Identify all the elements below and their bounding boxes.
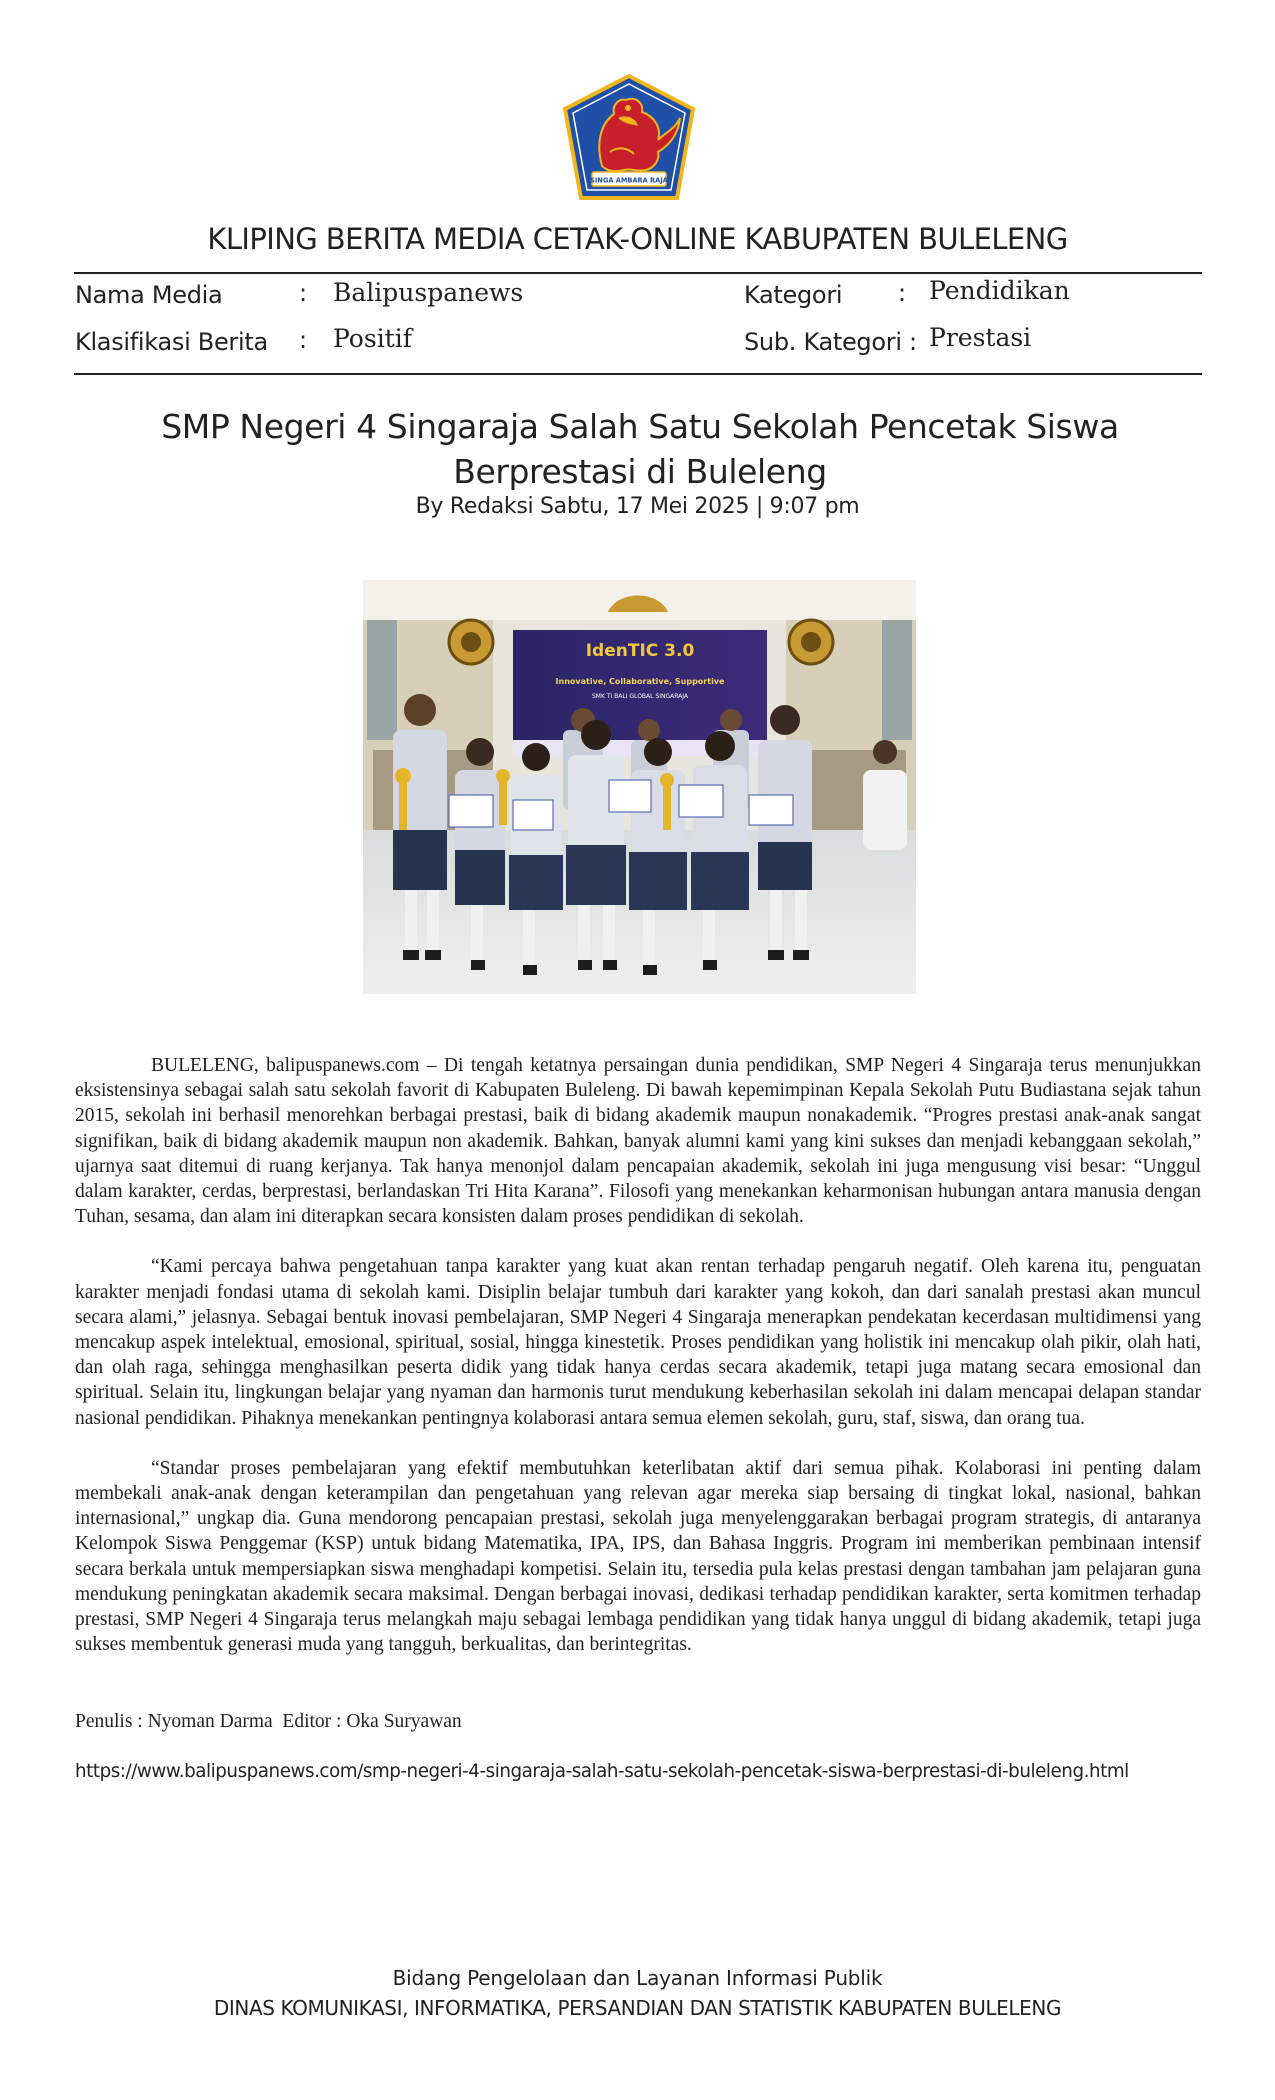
kategori-value: Pendidikan xyxy=(929,276,1070,305)
kliping-title: KLIPING BERITA MEDIA CETAK-ONLINE KABUPATEN BULELENG xyxy=(207,222,1068,256)
colon: : xyxy=(299,326,307,354)
colon: : xyxy=(299,279,307,307)
article-byline: By Redaksi Sabtu, 17 Mei 2025 | 9:07 pm xyxy=(415,494,860,519)
subkategori-label: Sub. Kategori : xyxy=(744,328,917,356)
article-credits: Penulis : Nyoman Darma Editor : Oka Suryawan xyxy=(75,1711,462,1732)
source-url: https://www.balipuspanews.com/smp-negeri-4-singaraja-salah-satu-sekolah-pencetak-siswa-berprestasi-di-buleleng.html xyxy=(75,1761,1129,1782)
paragraph: “Kami percaya bahwa pengetahuan tanpa karakter yang kuat akan rentan terhadap pengaruh negatif. Oleh karena itu, penguatan karakter menjadi fondasi utama di sekolah kami. Disiplin belajar tumbuh dari karakter yang kokoh, dan dari sanalah prestasi akan muncul secara alami,” jelasnya. Sebagai bentuk inovasi pembelajaran, SMP Negeri 4 Singaraja menerapkan pendekatan kecerdasan multidimensi yang mencakup aspek intelektual, emosional, spiritual, sosial, hingga kinestetik. Proses pendidikan yang holistik ini mencakup olah pikir, olah hati, dan olah raga, sehingga menghasilkan peserta didik yang tidak hanya cerdas secara akademik, tetapi juga matang secara emosional dan spiritual. Selain itu, lingkungan belajar yang nyaman dan harmonis turut mendukung keberhasilan sekolah ini dalam mencapai delapan standar nasional pendidikan. Pihaknya menekankan pentingnya kolaborasi antara semua elemen sekolah, guru, staf, siswa, dan orang tua. xyxy=(75,1256,1201,1429)
banner-org: SMK TI BALI GLOBAL SINGARAJA xyxy=(592,693,688,700)
footer-department: Bidang Pengelolaan dan Layanan Informasi Publik xyxy=(392,1966,883,1990)
paragraph: BULELENG, balipuspanews.com – Di tengah ketatnya persaingan dunia pendidikan, SMP Negeri 4 Singaraja terus menunjukkan eksistensinya sebagai salah satu sekolah favorit di Kabupaten Buleleng. Di bawah kepemimpinan Kepala Sekolah Putu Budiastana sejak tahun 2015, sekolah ini berhasil menorehkan berbagai prestasi, baik di bidang akademik maupun nonakademik. “Progres prestasi anak-anak sangat signifikan, baik di bidang akademik maupun non akademik. Bahkan, banyak alumni kami yang kini sukses dan menjadi kebanggaan sekolah,” ujarnya saat ditemui di ruang kerjanya. Tak hanya menonjol dalam pencapaian akademik, sekolah ini juga mengusung visi besar: “Unggul dalam karakter, cerdas, berprestasi, berlandaskan Tri Hita Karana”. Filosofi yang menekankan keharmonisan hubungan antara manusia dengan Tuhan, sesama, dan alam ini diterapkan secara konsisten dalam proses pendidikan di sekolah. xyxy=(75,1055,1201,1228)
article-photo xyxy=(363,580,916,994)
paragraph: “Standar proses pembelajaran yang efektif membutuhkan keterlibatan aktif dari semua pihak. Kolaborasi ini penting dalam membekali anak-anak dengan keterampilan dan pengetahuan yang relevan agar mereka siap bersaing di tingkat lokal, nasional, bahkan internasional,” ungkap dia. Guna mendorong pencapaian prestasi, sekolah juga menyelenggarakan berbagai program strategis, di antaranya Kelompok Siswa Penggemar (KSP) untuk bidang Matematika, IPA, IPS, dan Bahasa Inggris. Program ini memberikan pembinaan intensif secara berkala untuk mempersiapkan siswa menghadapi kompetisi. Selain itu, tersedia pula kelas prestasi dengan tambahan jam pelajaran guna mendukung peningkatan akademik secara maksimal. Dengan berbagai inovasi, dedikasi terhadap pendidikan karakter, serta komitmen terhadap prestasi, SMP Negeri 4 Singaraja terus melangkah maju sebagai lembaga pendidikan yang tidak hanya unggul di bidang akademik, tetapi juga sukses membentuk generasi muda yang tangguh, berkualitas, dan berintegritas. xyxy=(75,1457,1201,1656)
article-body xyxy=(75,1053,1201,1682)
subkategori-value: Prestasi xyxy=(929,323,1032,352)
article-title: SMP Negeri 4 Singaraja Salah Satu Sekolah Pencetak Siswa Berprestasi di Buleleng xyxy=(161,407,1119,491)
kategori-label: Kategori xyxy=(744,281,843,309)
klasifikasi-label: Klasifikasi Berita xyxy=(75,328,268,356)
banner-title: IdenTIC 3.0 xyxy=(585,641,695,661)
top-rule xyxy=(74,272,1202,274)
bottom-rule xyxy=(74,373,1202,375)
colon: : xyxy=(898,279,906,307)
media-label: Nama Media xyxy=(75,281,223,309)
buleleng-crest-icon xyxy=(562,74,696,200)
crest-motto: SINGA AMBARA RAJA xyxy=(590,176,668,185)
media-value: Balipuspanews xyxy=(333,278,524,307)
klasifikasi-value: Positif xyxy=(333,324,412,353)
footer-agency: DINAS KOMUNIKASI, INFORMATIKA, PERSANDIAN DAN STATISTIK KABUPATEN BULELENG xyxy=(213,1996,1062,2020)
banner-tagline: Innovative, Collaborative, Supportive xyxy=(555,677,725,686)
